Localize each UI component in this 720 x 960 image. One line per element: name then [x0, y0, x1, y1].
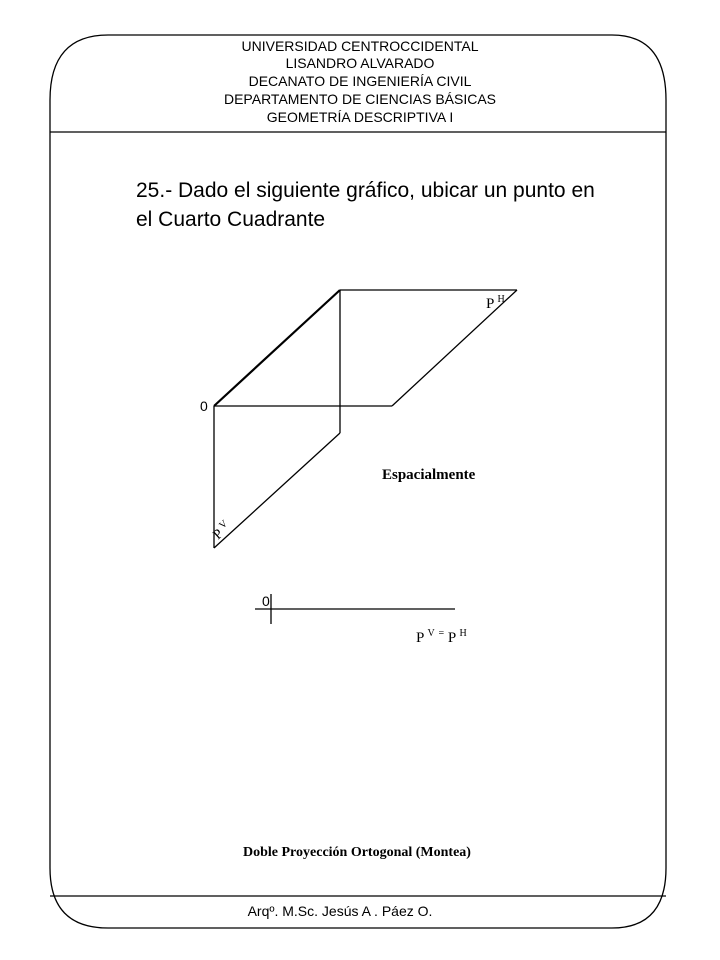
ph-label-base: P	[486, 296, 494, 312]
pv-label-base: P	[210, 526, 227, 543]
montea-ph-base: P	[447, 630, 456, 646]
spatial-caption: Espacialmente	[382, 467, 476, 483]
pv-label-sup: V	[217, 518, 231, 532]
header-name: LISANDRO ALVARADO	[285, 55, 435, 71]
header-department: DEPARTAMENTO DE CIENCIAS BÁSICAS	[223, 91, 497, 107]
spatial-origin-label: 0	[200, 398, 208, 414]
montea-pv-base: P	[416, 630, 424, 646]
montea-equals: =	[438, 628, 445, 639]
montea-caption: Doble Proyección Ortogonal (Montea)	[243, 845, 471, 860]
header-faculty: DECANATO DE INGENIERÍA CIVIL	[248, 73, 472, 89]
header-university: UNIVERSIDAD CENTROCCIDENTAL	[241, 38, 479, 54]
ph-label-sup: H	[497, 294, 505, 305]
montea-pv-sup: V	[427, 628, 435, 639]
montea-point-label	[416, 624, 467, 646]
problem-statement: 25.- Dado el siguiente gráfico, ubicar un punto en el Cuarto Cuadrante	[136, 179, 595, 231]
montea-ph-sup: H	[459, 628, 467, 639]
header-course: GEOMETRÍA DESCRIPTIVA I	[266, 109, 454, 125]
montea-origin-label: 0	[262, 593, 270, 609]
footer-author: Arqº. M.Sc. Jesús A . Páez O.	[247, 903, 433, 919]
